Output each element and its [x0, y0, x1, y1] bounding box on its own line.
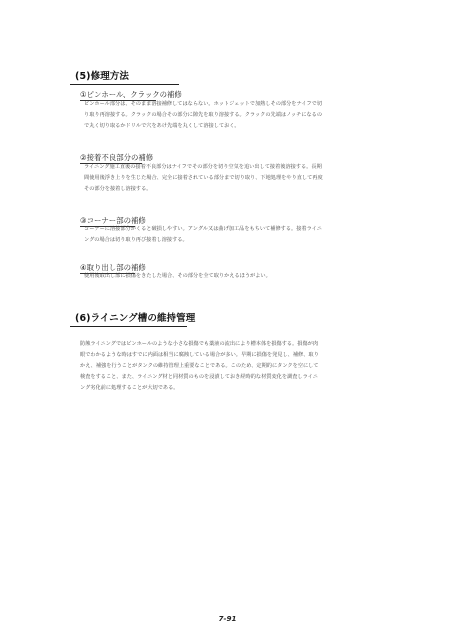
text-line: ング劣化前に処理することが大切である。	[80, 385, 179, 392]
section-5-item-2-heading: ②接着不良部分の補修	[80, 153, 154, 162]
text-line: り取り再溶接する。クラックの場合その部分に隙先を取り溶接する。クラックの先端はノッチになるの	[84, 112, 323, 119]
text-line: その部分を接着し溶接する。	[84, 186, 152, 193]
text-line: 検査をすること、また、ライニング材と同材質のものを浸漬しておき経時的な材質変化を調査しライニ	[80, 374, 318, 381]
text-line: で丸く切り取るかドリルで穴をあけ先端を丸くして溶接しておく。	[84, 123, 240, 130]
text-line: ピンホール部分は、そのまま溶接補修してはならない。ホットジェットで加熱しその部分をナイフで切	[84, 101, 323, 107]
section-6-title: (6)ライニング槽の維持管理	[75, 313, 196, 324]
text-line: コーナーに溶接部分がくると破損しやすい。アングル又は曲げ加工品をもちいて補修する。接着ライニ	[84, 226, 322, 232]
section-5-item-4-heading: ④取り出し部の補修	[80, 263, 146, 272]
section-5-item-1-heading: ①ピンホール、クラックの補修	[80, 90, 182, 99]
page-number: 7-91	[218, 614, 237, 623]
text-line: 使用後取出し部に損傷をきたした場合、その部分を全て取りかえるほうがよい。	[84, 273, 271, 279]
text-line: ライニング施工直後の接着不良部分はナイフでその部分を切り空気を追い出して接着後溶接する。長期	[84, 164, 322, 170]
text-line: かえ、補強を行うことがタンクの維持管理上重要なことである。このため、定期的にタンクを空にして	[80, 363, 319, 370]
text-line: 間使用後浮き上りを生じた場合、完全に接着されている部分まで切り取り、下地処理をやり直して再度	[84, 175, 323, 182]
section-5-item-3-body	[84, 224, 404, 246]
section-5-item-3-heading: ③コーナー部の補修	[80, 216, 146, 225]
text-line: ングの場合は切り取り再び接着し溶接する。	[84, 237, 188, 244]
section-6-title-rule	[70, 326, 187, 327]
section-5-title-rule	[70, 84, 179, 85]
section-6-body	[80, 339, 406, 394]
section-5-item-4-body	[84, 271, 404, 282]
section-5-item-1-body	[84, 99, 404, 132]
text-line: 防蝕ライニングではピンホールのような小さな損傷でも薬液の流出により槽本体を損傷する。損傷が肉	[80, 341, 319, 347]
section-5-title: (5)修理方法	[75, 71, 129, 82]
text-line: 眼でわかるような時はすでに内面は相当に腐蝕している場合が多い。早期に損傷を発見し、補修、取り	[80, 352, 319, 359]
section-5-item-2-body	[84, 162, 404, 195]
